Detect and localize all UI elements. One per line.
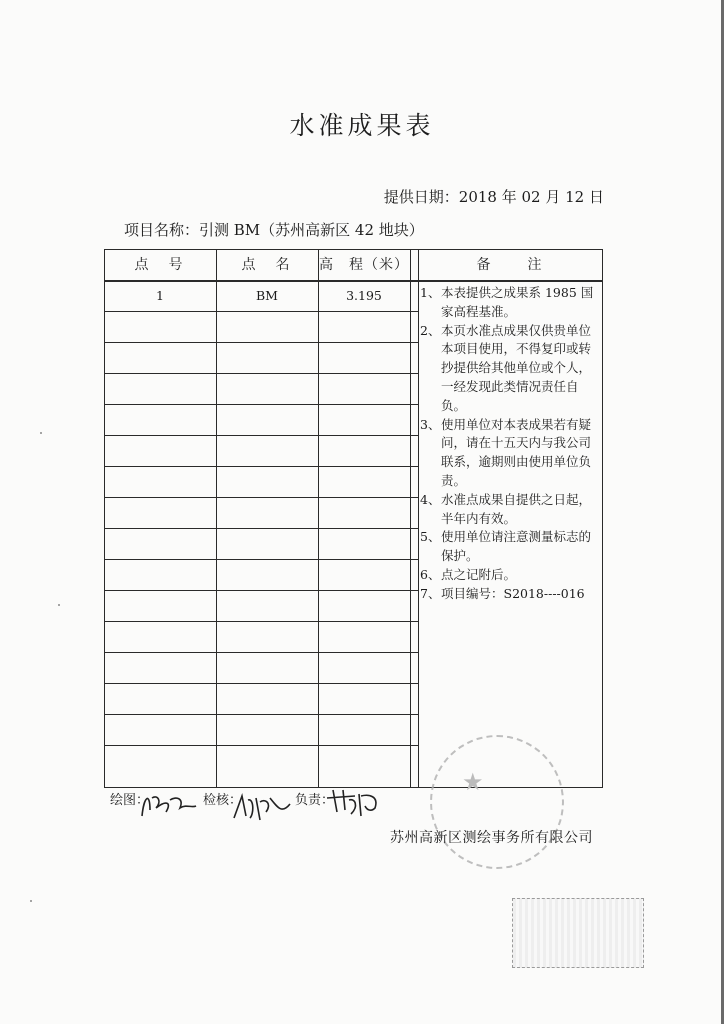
remark-number: 1、 (420, 285, 441, 300)
header-elevation: 高 程（米） (319, 257, 409, 273)
checker-label: 检核： (203, 793, 243, 808)
remark-number: 3、 (420, 416, 441, 432)
cell-point-name: BM (256, 288, 278, 303)
table-col-divider (216, 249, 217, 788)
table-row-divider (104, 435, 418, 436)
remark-number: 6、 (420, 566, 441, 582)
remark-text: 使用单位对本表成果若有疑问，请在十五天内与我公司联系，逾期则由使用单位负责。 (441, 416, 592, 488)
checker-signature (230, 788, 294, 828)
table-col-divider (418, 249, 419, 788)
remark-item (420, 491, 598, 529)
table-row-divider (104, 559, 418, 560)
header-remarks: 备 注 (476, 257, 545, 273)
document-title: 水准成果表 (289, 111, 435, 140)
remark-item (420, 566, 598, 585)
company-seal (430, 735, 564, 869)
remarks-list (420, 284, 598, 604)
table-row-divider (104, 373, 418, 374)
remark-text: 本页水准点成果仅供贵单位本项目使用，不得复印或转抄提供给其他单位或个人，一经发现此类情况责任自负。 (441, 322, 592, 413)
drawer-signature (136, 786, 200, 826)
provide-date: 提供日期：2018 年 02 月 12 日 (383, 188, 604, 206)
faint-stamp (512, 898, 644, 968)
remark-text: 水准点成果自提供之日起，半年内有效。 (441, 491, 592, 526)
remark-item (420, 322, 598, 416)
cell-point-no: 1 (156, 288, 164, 303)
header-point-no: 点 号 (134, 257, 186, 273)
scan-speck (58, 604, 60, 606)
table-row-divider (104, 745, 418, 746)
seal-star-icon: ★ (462, 768, 484, 796)
header-point-name: 点 名 (241, 257, 293, 273)
remark-number: 2、 (420, 322, 441, 338)
table-col-divider (318, 249, 319, 788)
table-row-divider (104, 683, 418, 684)
remark-text: 点之记附后。 (441, 566, 517, 582)
company-name: 苏州高新区测绘事务所有限公司 (390, 830, 593, 846)
cell-elevation: 3.195 (346, 288, 382, 303)
remark-text: 项目编号：S2018----016 (441, 585, 585, 601)
table-row-divider (104, 714, 418, 715)
table-row-divider (104, 652, 418, 653)
remark-text: 使用单位请注意测量标志的保护。 (441, 529, 592, 564)
table-row-divider (104, 466, 418, 467)
responsible-label: 负责： (295, 793, 335, 808)
table-row-divider (104, 404, 418, 405)
table-col-divider (410, 249, 411, 788)
remark-item (420, 585, 598, 604)
scan-speck (40, 432, 42, 434)
project-name: 项目名称：引测 BM（苏州高新区 42 地块） (124, 221, 424, 239)
table-row-divider (104, 497, 418, 498)
remark-number: 7、 (420, 585, 441, 601)
table-header-divider (104, 280, 603, 282)
remark-number: 5、 (420, 529, 441, 545)
remark-number: 4、 (420, 491, 441, 507)
table-row-divider (104, 590, 418, 591)
drawer-label: 绘图： (110, 793, 150, 808)
remark-text: 本表提供之成果系 1985 国家高程基准。 (441, 285, 594, 319)
responsible-signature (325, 784, 385, 824)
table-row-divider (104, 621, 418, 622)
table-row-divider (104, 342, 418, 343)
table-row-divider (104, 311, 418, 312)
remark-item (420, 528, 598, 566)
remark-item (420, 284, 598, 322)
remark-item (420, 416, 598, 491)
table-row-divider (104, 528, 418, 529)
scan-speck (30, 900, 32, 902)
